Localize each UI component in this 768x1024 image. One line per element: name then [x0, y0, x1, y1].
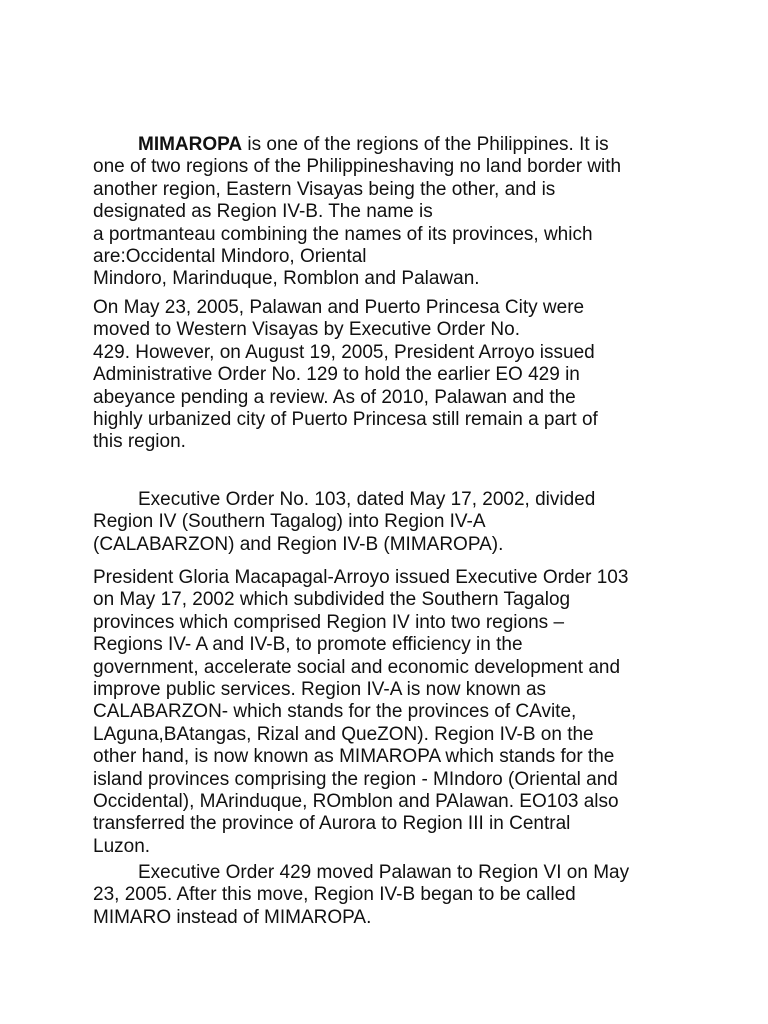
paragraph-line: improve public services. Region IV-A is now known as	[93, 679, 547, 701]
line-text: is one of the regions of the Philippines. It is	[242, 134, 609, 155]
paragraph-line: Luzon.	[93, 835, 151, 857]
paragraph-eo-429	[93, 862, 693, 929]
paragraph-line: CALABARZON- which stands for the provinces of CAvite,	[93, 701, 577, 723]
paragraph-line	[93, 134, 693, 156]
paragraph-line: President Gloria Macapagal-Arroyo issued Executive Order 103	[93, 567, 629, 588]
paragraph-mimaropa-intro	[93, 134, 693, 291]
paragraph-line: are:Occidental Mindoro, Oriental	[93, 246, 367, 268]
paragraph-line: other hand, is now known as MIMAROPA which stands for the	[93, 746, 615, 768]
paragraph-palawan-transfer	[93, 297, 693, 454]
paragraph-line: one of two regions of the Philippineshaving no land border with	[93, 156, 622, 178]
paragraph-line: (CALABARZON) and Region IV-B (MIMAROPA).	[93, 533, 504, 555]
paragraph-line: transferred the province of Aurora to Region III in Central	[93, 813, 571, 835]
paragraph-line: this region.	[93, 431, 186, 453]
paragraph-line: Administrative Order No. 129 to hold the earlier EO 429 in	[93, 364, 580, 386]
paragraph-line: island provinces comprising the region - MIndoro (Oriental and	[93, 768, 618, 790]
paragraph-line: MIMARO instead of MIMAROPA.	[93, 906, 372, 928]
paragraph-line: abeyance pending a review. As of 2010, Palawan and the	[93, 386, 576, 408]
bold-term: MIMAROPA	[138, 134, 243, 155]
paragraph-line: highly urbanized city of Puerto Princesa still remain a part of	[93, 409, 598, 431]
paragraph-line: a portmanteau combining the names of its provinces, which	[93, 223, 593, 245]
paragraph-line: another region, Eastern Visayas being the other, and is	[93, 178, 556, 200]
paragraph-line: 23, 2005. After this move, Region IV-B began to be called	[93, 884, 576, 906]
paragraph-line: provinces which comprised Region IV into two regions –	[93, 611, 565, 633]
paragraph-line: Region IV (Southern Tagalog) into Region IV-A	[93, 511, 486, 533]
paragraph-eo-103-details	[93, 567, 693, 858]
paragraph-line: Executive Order No. 103, dated May 17, 2002, divided	[138, 489, 596, 510]
paragraph-line: LAguna,BAtangas, Rizal and QueZON). Region IV-B on the	[93, 723, 594, 745]
paragraph-line: Occidental), MArinduque, ROmblon and PAlawan. EO103 also	[93, 791, 619, 813]
paragraph-line: Executive Order 429 moved Palawan to Region VI on May	[138, 862, 630, 883]
paragraph-line: Mindoro, Marinduque, Romblon and Palawan.	[93, 268, 480, 290]
paragraph-eo-103-summary	[93, 489, 693, 556]
paragraph-line: on May 17, 2002 which subdivided the Southern Tagalog	[93, 589, 571, 611]
paragraph-line: On May 23, 2005, Palawan and Puerto Princesa City were	[93, 297, 585, 318]
paragraph-line: Regions IV- A and IV-B, to promote efficiency in the	[93, 634, 523, 656]
paragraph-line: 429. However, on August 19, 2005, President Arroyo issued	[93, 341, 595, 363]
paragraph-line: government, accelerate social and economic development and	[93, 656, 621, 678]
paragraph-line: designated as Region IV-B. The name is	[93, 201, 433, 223]
paragraph-line: moved to Western Visayas by Executive Order No.	[93, 319, 520, 341]
